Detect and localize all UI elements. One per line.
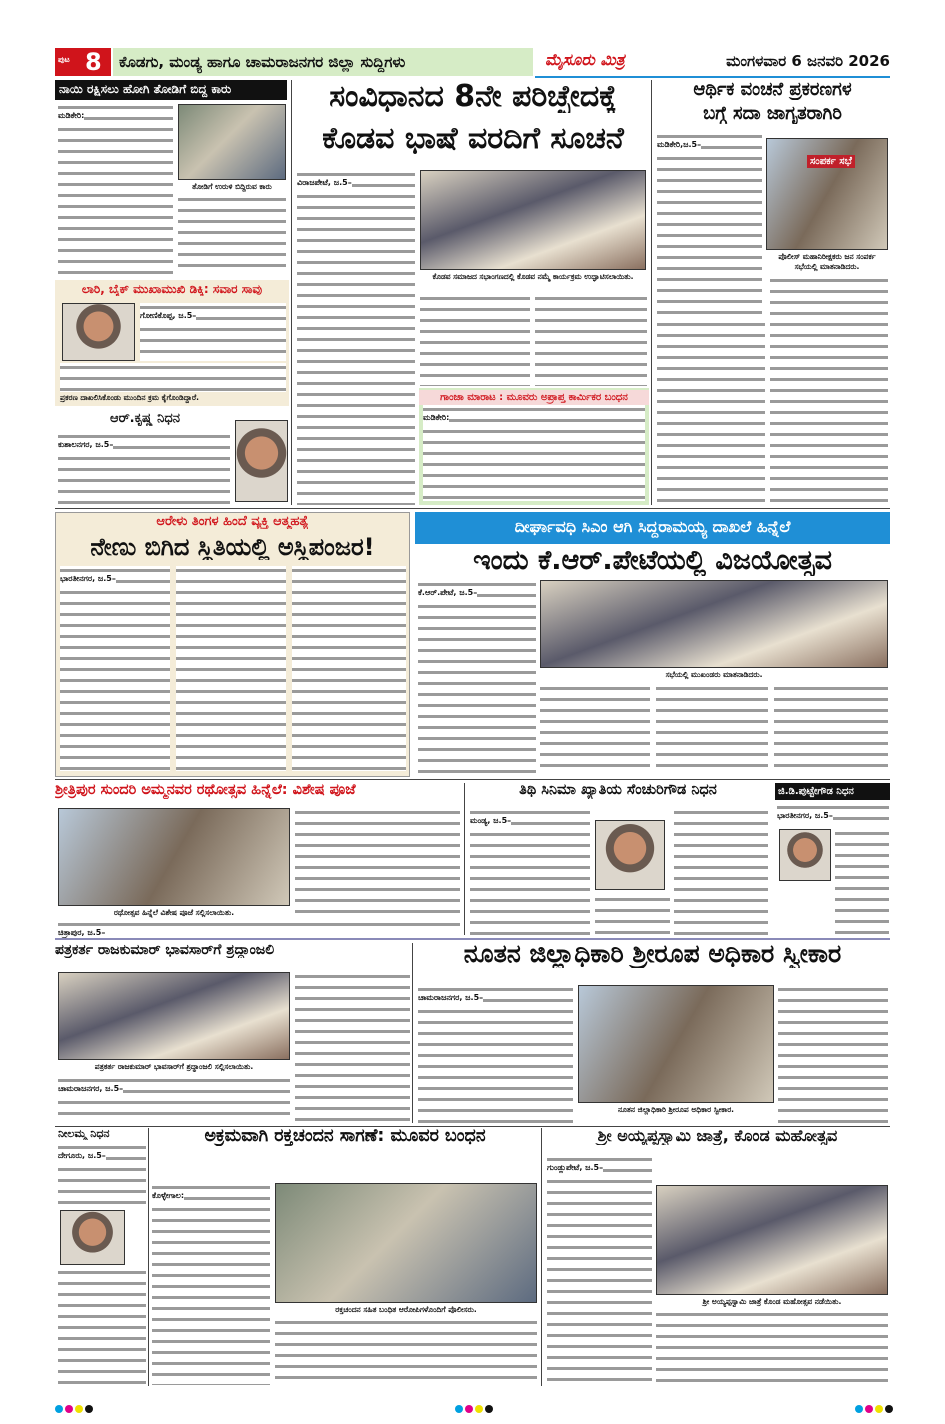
sandal-lead: ಕೊಳ್ಳೇಗಾಲ: xyxy=(152,1191,185,1200)
krishna-lead: ಕುಶಾಲನಗರ, ಜ.5– xyxy=(58,440,114,449)
putte-lead: ಭಾರತೀನಗರ, ಜ.5– xyxy=(777,811,833,820)
krpet-kicker: ದೀರ್ಘಾವಧಿ ಸಿಎಂ ಆಗಿ ಸಿದ್ದರಾಮಯ್ಯ ದಾಖಲೆ ಹಿನ್ನೆಲೆ xyxy=(415,512,890,544)
neelamma-headline: ನೀಲಮ್ಮ ನಿಧನ xyxy=(58,1128,110,1140)
sandal-headline: ಅಕ್ರಮವಾಗಿ ರಕ್ತಚಂದನ ಸಾಗಣೆ: ಮೂವರ ಬಂಧನ xyxy=(204,1127,486,1146)
kodava-caption: ಕೊಡವ ಸಮಾಜದ ಸಭಾಂಗಣದಲ್ಲಿ ಕೊಡವ ನಮ್ಮೆ ಕಾರ್ಯಕ್ರಮ ಉದ್ಘಾಟಿಸಲಾಯಿತು. xyxy=(432,272,634,281)
krpet-body-2 xyxy=(540,684,650,775)
col-rule xyxy=(651,80,652,505)
masthead-logo: ಮೈಸೂರು ಮಿತ್ರ xyxy=(545,50,625,69)
fraud-headline-1: ಆರ್ಥಿಕ ವಂಚನೆ ಪ್ರಕರಣಗಳ xyxy=(693,80,852,100)
senchu-body-1 xyxy=(470,808,590,935)
car-caption: ತೋಡಿಗೆ ಉರುಳಿ ಬಿದ್ದಿರುವ ಕಾರು xyxy=(192,182,272,191)
tripura-lead: ಚಿತ್ರಾಪುರ, ಜ.5– xyxy=(58,928,106,937)
putte-photo xyxy=(779,829,831,881)
registration-dot xyxy=(885,1405,893,1413)
sandal-body-2 xyxy=(275,1318,537,1385)
car-photo xyxy=(178,104,286,180)
raj-headline: ಪತ್ರಕರ್ತ ರಾಜಕುಮಾರ್ ಭಾವಸಾರ್‌ಗೆ ಶ್ರದ್ಧಾಂಜಲಿ xyxy=(55,943,275,958)
lorry-end: ಪ್ರಕರಣ ದಾಖಲಿಸಿಕೊಂಡು ಮುಂದಿನ ಕ್ರಮ ಕೈಗೊಂಡಿದ್ದಾರೆ. xyxy=(60,393,199,402)
putte-headline: ಜಿ.ಡಿ.ಪುಟ್ಟೇಗೌಡ ನಿಧನ xyxy=(775,783,890,800)
col-rule xyxy=(291,80,292,505)
raj-caption: ಪತ್ರಕರ್ತ ರಾಜಕುಮಾರ್ ಭಾವಸಾರ್‌ಗೆ ಶ್ರದ್ಧಾಂಜಲಿ ಸಲ್ಲಿಸಲಾಯಿತು. xyxy=(94,1062,254,1071)
registration-dot xyxy=(485,1405,493,1413)
putte-body-2 xyxy=(835,829,889,935)
col-rule xyxy=(541,1128,542,1386)
page-label: ಪುಟ xyxy=(58,55,70,64)
fraud-body-2 xyxy=(657,320,765,505)
fraud-photo xyxy=(766,138,888,250)
krishna-headline: ಆರ್.ಕೃಷ್ಣ ನಿಧನ xyxy=(110,412,181,426)
kodava-headline-1: ಸಂವಿಧಾನದ 8ನೇ ಪರಿಚ್ಛೇದಕ್ಕೆ xyxy=(329,80,617,113)
krpet-body-4 xyxy=(774,684,888,775)
skeleton-kicker: ಆರೇಳು ತಿಂಗಳ ಹಿಂದೆ ವ್ಯಕ್ತಿ ಆತ್ಮಹತ್ಯೆ xyxy=(156,515,309,529)
registration-dot xyxy=(855,1405,863,1413)
tripura-body-1 xyxy=(295,808,460,918)
fraud-lead: ಮಡಿಕೇರಿ,ಜ.5– xyxy=(657,140,702,149)
lorry-lead: ಗೋಣಿಕೊಪ್ಪ, ಜ.5– xyxy=(140,311,197,320)
registration-dot xyxy=(55,1405,63,1413)
krpet-caption: ಸಭೆಯಲ್ಲಿ ಮುಖಂಡರು ಮಾತನಾಡಿದರು. xyxy=(665,670,763,679)
tripura-caption: ರಥೋತ್ಸವ ಹಿನ್ನೆಲೆ ವಿಶೇಷ ಪೂಜೆ ಸಲ್ಲಿಸಲಾಯಿತು. xyxy=(113,908,235,917)
registration-dot xyxy=(85,1405,93,1413)
lorry-victim-photo xyxy=(62,303,135,361)
kodava-body-2 xyxy=(420,294,530,386)
page-number: 8 xyxy=(85,48,102,76)
raj-body-1 xyxy=(295,972,410,1122)
krpet-headline: ಇಂದು ಕೆ.ಆರ್.ಪೇಟೆಯಲ್ಲಿ ವಿಜಯೋತ್ಸವ xyxy=(473,546,832,576)
ayyappa-lead: ಗುಂಡ್ಲುಪೇಟೆ, ಜ.5– xyxy=(547,1163,604,1172)
col-rule xyxy=(464,783,465,935)
senchu-headline: ತಿಥಿ ಸಿನಿಮಾ ಖ್ಯಾತಿಯ ಸೆಂಚುರಿಗೌಡ ನಿಧನ xyxy=(519,783,717,798)
issue-date: ಮಂಗಳವಾರ 6 ಜನವರಿ 2026 xyxy=(726,52,890,70)
registration-dot xyxy=(475,1405,483,1413)
lorry-body xyxy=(140,303,286,361)
header-rule xyxy=(535,76,890,78)
raj-lead: ಚಾಮರಾಜನಗರ, ಜ.5– xyxy=(58,1084,124,1093)
kodava-headline-2: ಕೊಡವ ಭಾಷೆ ವರದಿಗೆ ಸೂಚನೆ xyxy=(322,122,624,155)
row-rule xyxy=(55,779,890,780)
section-title: ಕೊಡಗು, ಮಂಡ್ಯ ಹಾಗೂ ಚಾಮರಾಜನಗರ ಜಿಲ್ಲಾ ಸುದ್ದಿಗಳು xyxy=(113,48,533,76)
ayyappa-photo xyxy=(656,1185,888,1295)
registration-dot xyxy=(875,1405,883,1413)
dc-body-1 xyxy=(418,985,573,1123)
neelamma-body-1 xyxy=(58,1143,146,1208)
fraud-body-1 xyxy=(657,132,762,317)
tripura-photo xyxy=(58,808,290,906)
neelamma-body-2 xyxy=(58,1268,146,1385)
senchu-lead: ಮಂಡ್ಯ, ಜ.5– xyxy=(470,816,512,825)
raj-body-2 xyxy=(58,1076,290,1122)
skeleton-body-3 xyxy=(292,566,406,771)
car-headline: ನಾಯಿ ರಕ್ಷಿಸಲು ಹೋಗಿ ತೋಡಿಗೆ ಬಿದ್ದ ಕಾರು xyxy=(55,80,287,100)
dc-headline: ನೂತನ ಜಿಲ್ಲಾಧಿಕಾರಿ ಶ್ರೀರೂಪ ಅಧಿಕಾರ ಸ್ವೀಕಾರ xyxy=(463,940,842,968)
skeleton-body-2 xyxy=(176,566,286,771)
fraud-body-3 xyxy=(770,276,888,505)
fraud-banner: ಸಂಪರ್ಕ ಸಭೆ xyxy=(807,155,855,168)
page-badge xyxy=(55,48,111,76)
tripura-headline: ಶ್ರೀತ್ರಿಪುರ ಸುಂದರಿ ಅಮ್ಮನವರ ರಥೋತ್ಸವ ಹಿನ್ನೆಲೆ: ವಿಶೇಷ ಪೂಜೆ xyxy=(55,783,356,798)
senchu-body-2 xyxy=(595,895,670,935)
kodava-body-3 xyxy=(535,294,647,386)
dc-photo xyxy=(578,985,774,1103)
sandal-body-1 xyxy=(152,1183,270,1385)
row-rule xyxy=(55,508,890,509)
krpet-photo xyxy=(540,580,888,668)
col-rule xyxy=(412,943,413,1123)
krpet-body-3 xyxy=(656,684,768,775)
registration-dot xyxy=(75,1405,83,1413)
kodava-body-1 xyxy=(297,170,415,505)
fraud-headline-2: ಬಗ್ಗೆ ಸದಾ ಜಾಗೃತರಾಗಿರಿ xyxy=(703,104,842,124)
lorry-body-cont xyxy=(60,363,286,392)
lorry-headline: ಲಾರಿ, ಬೈಕ್ ಮುಖಾಮುಖಿ ಡಿಕ್ಕಿ: ಸವಾರ ಸಾವು xyxy=(81,283,263,296)
kodava-lead: ವಿರಾಜಪೇಟೆ, ಜ.5– xyxy=(297,178,352,187)
senchu-photo xyxy=(595,820,665,890)
ayyappa-headline: ಶ್ರೀ ಅಯ್ಯಪ್ಪಸ್ವಾಮಿ ಜಾತ್ರೆ, ಕೊಂಡ ಮಹೋತ್ಸವ xyxy=(597,1127,838,1145)
neelamma-photo xyxy=(60,1210,125,1265)
kodava-photo xyxy=(420,170,646,270)
tripura-body-2 xyxy=(58,920,460,937)
registration-dot xyxy=(865,1405,873,1413)
krishna-photo xyxy=(235,420,288,502)
dc-caption: ನೂತನ ಜಿಲ್ಲಾಧಿಕಾರಿ ಶ್ರೀರೂಪ ಅಧಿಕಾರ ಸ್ವೀಕಾರ. xyxy=(617,1105,735,1114)
ganja-headline: ಗಾಂಜಾ ಮಾರಾಟ : ಮೂವರು ಅಪ್ರಾಪ್ತ ಕಾರ್ಮಿಕರ ಬಂಧನ xyxy=(419,390,649,405)
krpet-body-1 xyxy=(418,580,536,775)
krishna-body xyxy=(58,432,230,504)
putte-body-1 xyxy=(777,803,889,827)
registration-dot xyxy=(455,1405,463,1413)
ganja-body xyxy=(423,405,645,501)
skeleton-body-1 xyxy=(60,566,170,771)
neelamma-lead: ದೇಗೂರು, ಜ.5– xyxy=(58,1151,106,1160)
ayyappa-caption: ಶ್ರೀ ಅಯ್ಯಪ್ಪಸ್ವಾಮಿ ಜಾತ್ರೆ ಕೊಂಡ ಮಹೋತ್ಸವ ನಡೆಯಿತು. xyxy=(702,1297,842,1306)
dc-lead: ಚಾಮರಾಜನಗರ, ಜ.5– xyxy=(418,993,484,1002)
krpet-lead: ಕೆ.ಆರ್.ಪೇಟೆ, ಜ.5– xyxy=(418,588,478,597)
car-body-cont xyxy=(178,195,286,275)
fraud-caption: ಪೊಲೀಸ್ ಮಹಾನಿರೀಕ್ಷಕರು ಜನ ಸಂಪರ್ಕ ಸಭೆಯಲ್ಲಿ ಮಾತನಾಡಿದರು. xyxy=(778,252,876,271)
ayyappa-body-1 xyxy=(547,1155,652,1385)
ayyappa-body-2 xyxy=(656,1310,888,1385)
registration-dot xyxy=(465,1405,473,1413)
sandal-caption: ರಕ್ತಚಂದನ ಸಹಿತ ಬಂಧಿತ ಆರೋಪಿಗಳೊಂದಿಗೆ ಪೊಲೀಸರು. xyxy=(335,1305,477,1314)
skeleton-headline: ನೇಣು ಬಿಗಿದ ಸ್ಥಿತಿಯಲ್ಲಿ ಅಸ್ಥಿಪಂಜರ! xyxy=(90,534,375,561)
raj-photo xyxy=(58,972,290,1060)
registration-dot xyxy=(65,1405,73,1413)
skeleton-lead: ಭಾರತೀನಗರ, ಜ.5– xyxy=(60,574,116,583)
sandal-photo xyxy=(275,1183,537,1303)
col-rule xyxy=(148,1128,149,1386)
ganja-lead: ಮಡಿಕೇರಿ: xyxy=(423,413,450,422)
dc-body-2 xyxy=(778,985,888,1123)
car-body xyxy=(58,103,173,275)
car-lead: ಮಡಿಕೇರಿ: xyxy=(58,111,85,120)
senchu-body-3 xyxy=(674,808,768,935)
